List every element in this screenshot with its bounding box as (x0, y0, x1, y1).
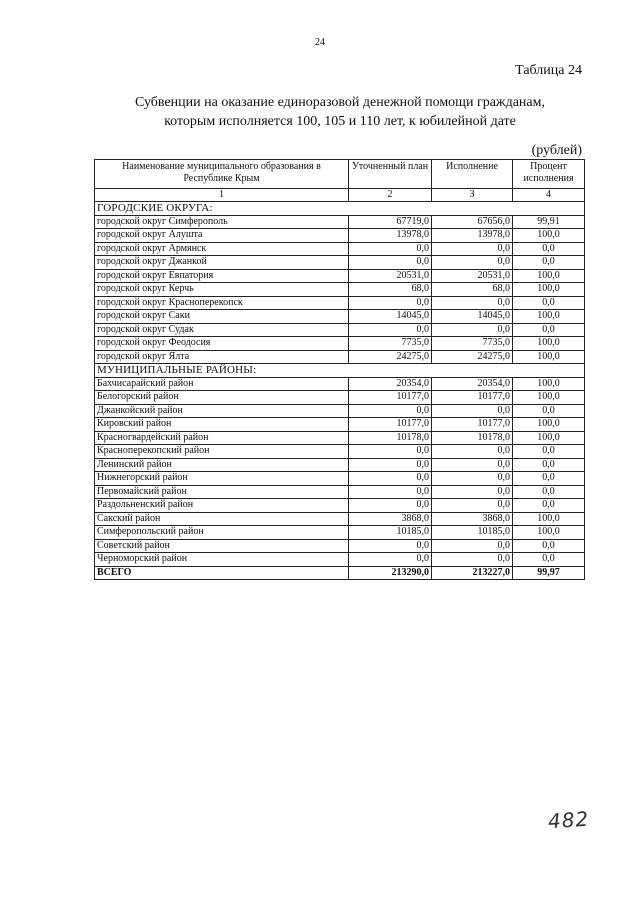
cell-exec: 3868,0 (432, 512, 513, 526)
cell-plan: 10177,0 (349, 391, 432, 405)
table-row (95, 283, 585, 297)
cell-plan: 0,0 (349, 458, 432, 472)
subsidies-table (94, 159, 585, 580)
cell-plan: 0,0 (349, 323, 432, 337)
table-row (95, 337, 585, 351)
cell-pct: 100,0 (513, 283, 585, 297)
table-row (95, 350, 585, 364)
cell-pct: 99,91 (513, 215, 585, 229)
cell-exec: 20531,0 (432, 269, 513, 283)
cell-name: Первомайский район (95, 485, 349, 499)
cell-exec: 0,0 (432, 499, 513, 513)
section-row (95, 364, 585, 378)
cell-plan: 13978,0 (349, 229, 432, 243)
cell-plan: 10177,0 (349, 418, 432, 432)
document-title (80, 93, 600, 131)
cell-exec: 24275,0 (432, 350, 513, 364)
cell-pct: 100,0 (513, 418, 585, 432)
table-row (95, 269, 585, 283)
cell-name: Джанкойский район (95, 404, 349, 418)
cell-name: Белогорский район (95, 391, 349, 405)
cell-plan: 3868,0 (349, 512, 432, 526)
cell-pct: 0,0 (513, 323, 585, 337)
section-row (95, 202, 585, 216)
cell-name: Красноперекопский район (95, 445, 349, 459)
cell-exec: 14045,0 (432, 310, 513, 324)
cell-plan: 0,0 (349, 539, 432, 553)
cell-exec: 10178,0 (432, 431, 513, 445)
cell-plan: 20531,0 (349, 269, 432, 283)
cell-exec: 7735,0 (432, 337, 513, 351)
cell-plan: 68,0 (349, 283, 432, 297)
table-row (95, 418, 585, 432)
cell-name: городской округ Алушта (95, 229, 349, 243)
table-row (95, 323, 585, 337)
cell-name: ВСЕГО (95, 566, 349, 580)
table-row (95, 215, 585, 229)
table-row (95, 391, 585, 405)
cell-pct: 0,0 (513, 553, 585, 567)
cell-exec: 10185,0 (432, 526, 513, 540)
table-row (95, 472, 585, 486)
cell-name: Бахчисарайский район (95, 377, 349, 391)
table-header-row (95, 160, 585, 189)
cell-pct: 0,0 (513, 499, 585, 513)
cell-name: городской округ Джанкой (95, 256, 349, 270)
cell-plan: 7735,0 (349, 337, 432, 351)
cell-name: Советский район (95, 539, 349, 553)
col-number-2: 2 (349, 189, 432, 202)
cell-name: Черноморский район (95, 553, 349, 567)
cell-exec: 213227,0 (432, 566, 513, 580)
cell-exec: 0,0 (432, 242, 513, 256)
cell-pct: 0,0 (513, 472, 585, 486)
cell-name: городской округ Судак (95, 323, 349, 337)
table-label: Таблица 24 (515, 63, 582, 78)
table-row (95, 539, 585, 553)
units-label: (рублей) (531, 143, 582, 158)
cell-exec: 0,0 (432, 472, 513, 486)
cell-exec: 0,0 (432, 323, 513, 337)
table-row (95, 512, 585, 526)
cell-plan: 0,0 (349, 445, 432, 459)
cell-exec: 0,0 (432, 256, 513, 270)
table-row (95, 296, 585, 310)
cell-name: Раздольненский район (95, 499, 349, 513)
table-row (95, 310, 585, 324)
cell-plan: 0,0 (349, 485, 432, 499)
table-row (95, 499, 585, 513)
cell-exec: 13978,0 (432, 229, 513, 243)
cell-name: Нижнегорский район (95, 472, 349, 486)
cell-plan: 0,0 (349, 472, 432, 486)
cell-plan: 0,0 (349, 256, 432, 270)
cell-plan: 20354,0 (349, 377, 432, 391)
cell-exec: 68,0 (432, 283, 513, 297)
cell-name: городской округ Ялта (95, 350, 349, 364)
cell-plan: 0,0 (349, 553, 432, 567)
cell-exec: 20354,0 (432, 377, 513, 391)
cell-pct: 99,97 (513, 566, 585, 580)
col-number-3: 3 (432, 189, 513, 202)
cell-exec: 0,0 (432, 404, 513, 418)
cell-exec: 10177,0 (432, 391, 513, 405)
cell-name: Ленинский район (95, 458, 349, 472)
cell-pct: 0,0 (513, 404, 585, 418)
cell-pct: 100,0 (513, 377, 585, 391)
cell-pct: 100,0 (513, 310, 585, 324)
page-number: 24 (315, 37, 325, 48)
cell-plan: 0,0 (349, 499, 432, 513)
section-label: МУНИЦИПАЛЬНЫЕ РАЙОНЫ: (95, 364, 585, 378)
col-number-1: 1 (95, 189, 349, 202)
cell-pct: 100,0 (513, 391, 585, 405)
cell-exec: 67656,0 (432, 215, 513, 229)
cell-pct: 0,0 (513, 458, 585, 472)
header-plan: Уточненный план (349, 160, 432, 189)
cell-name: Симферопольский район (95, 526, 349, 540)
cell-name: городской округ Керчь (95, 283, 349, 297)
cell-pct: 0,0 (513, 256, 585, 270)
cell-exec: 10177,0 (432, 418, 513, 432)
cell-exec: 0,0 (432, 458, 513, 472)
table-row (95, 458, 585, 472)
header-pct: Процент исполнения (513, 160, 585, 189)
cell-exec: 0,0 (432, 539, 513, 553)
cell-plan: 0,0 (349, 296, 432, 310)
table-row (95, 256, 585, 270)
cell-exec: 0,0 (432, 296, 513, 310)
cell-name: городской округ Красноперекопск (95, 296, 349, 310)
cell-pct: 100,0 (513, 337, 585, 351)
column-number-row (95, 189, 585, 202)
cell-exec: 0,0 (432, 485, 513, 499)
section-label: ГОРОДСКИЕ ОКРУГА: (95, 202, 585, 216)
cell-pct: 100,0 (513, 526, 585, 540)
table-body (95, 202, 585, 580)
title-line-2: которым исполняется 100, 105 и 110 лет, к юбилейной дате (164, 114, 516, 129)
cell-pct: 100,0 (513, 269, 585, 283)
total-row (95, 566, 585, 580)
cell-plan: 0,0 (349, 404, 432, 418)
cell-pct: 0,0 (513, 539, 585, 553)
table-row (95, 431, 585, 445)
cell-name: городской округ Саки (95, 310, 349, 324)
cell-pct: 0,0 (513, 242, 585, 256)
cell-exec: 0,0 (432, 553, 513, 567)
header-exec: Исполнение (432, 160, 513, 189)
cell-plan: 10178,0 (349, 431, 432, 445)
table-row (95, 445, 585, 459)
table-row (95, 377, 585, 391)
header-name: Наименование муниципального образования в Республике Крым (95, 160, 349, 189)
title-line-1: Субвенции на оказание единоразовой денежной помощи гражданам, (135, 95, 545, 110)
table-row (95, 242, 585, 256)
cell-name: Красногвардейский район (95, 431, 349, 445)
table-row (95, 404, 585, 418)
cell-pct: 100,0 (513, 431, 585, 445)
col-number-4: 4 (513, 189, 585, 202)
cell-exec: 0,0 (432, 445, 513, 459)
cell-plan: 10185,0 (349, 526, 432, 540)
cell-name: городской округ Симферополь (95, 215, 349, 229)
cell-pct: 100,0 (513, 229, 585, 243)
cell-name: Кировский район (95, 418, 349, 432)
cell-pct: 100,0 (513, 512, 585, 526)
table-row (95, 485, 585, 499)
cell-plan: 0,0 (349, 242, 432, 256)
table-row (95, 229, 585, 243)
cell-name: городской округ Армянск (95, 242, 349, 256)
cell-plan: 213290,0 (349, 566, 432, 580)
cell-name: городской округ Феодосия (95, 337, 349, 351)
cell-pct: 0,0 (513, 296, 585, 310)
cell-pct: 100,0 (513, 350, 585, 364)
cell-plan: 14045,0 (349, 310, 432, 324)
cell-name: городской округ Евпатория (95, 269, 349, 283)
cell-pct: 0,0 (513, 485, 585, 499)
table-row (95, 553, 585, 567)
cell-plan: 67719,0 (349, 215, 432, 229)
cell-pct: 0,0 (513, 445, 585, 459)
cell-name: Сакский район (95, 512, 349, 526)
table-row (95, 526, 585, 540)
handwritten-page-number: 482 (547, 806, 590, 834)
cell-plan: 24275,0 (349, 350, 432, 364)
